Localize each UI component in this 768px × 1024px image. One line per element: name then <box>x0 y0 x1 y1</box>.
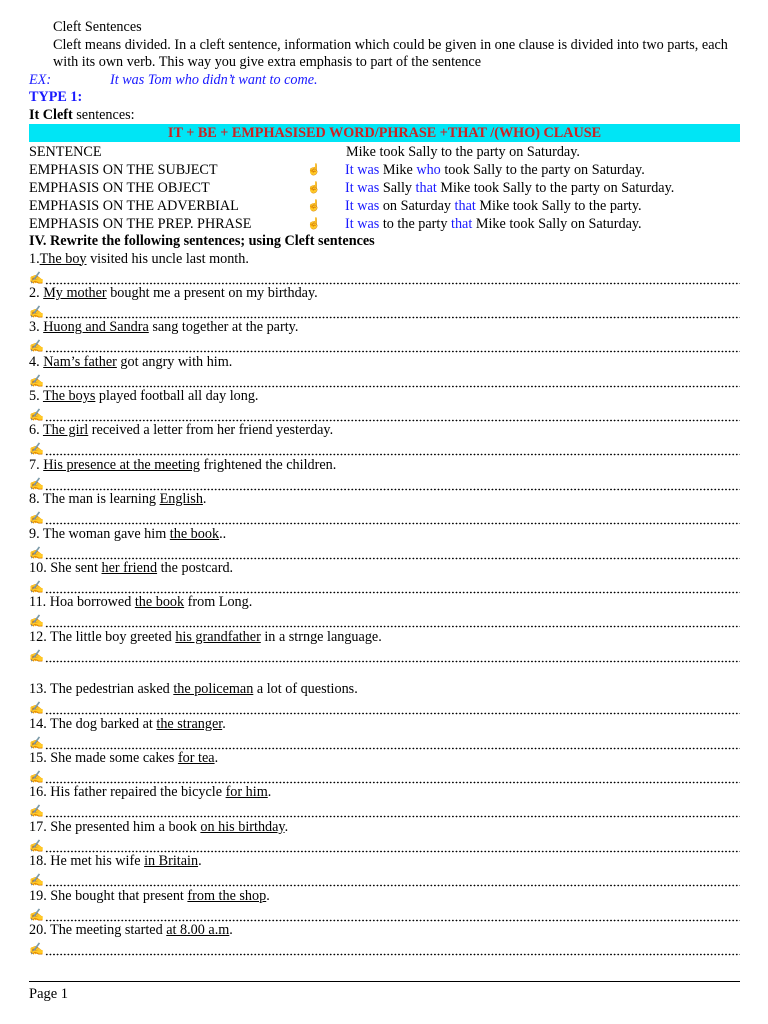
dotted-answer-blank[interactable] <box>45 273 740 285</box>
dotted-answer-blank[interactable] <box>45 479 740 491</box>
answer-line[interactable] <box>29 268 740 285</box>
dotted-answer-blank[interactable] <box>45 410 740 422</box>
example-row-label: EMPHASIS ON THE SUBJECT <box>29 162 218 178</box>
pencil-hand-icon: ✍ <box>29 769 44 784</box>
it-cleft-rest: sentences: <box>72 106 135 123</box>
exercise-sentence: 18. He met his wife in Britain. <box>29 853 202 870</box>
exercise-sentence: 7. His presence at the meeting frightened the children. <box>29 456 337 473</box>
dotted-answer-blank[interactable] <box>45 841 740 853</box>
answer-line[interactable] <box>29 439 740 456</box>
pencil-hand-icon: ✍ <box>29 408 44 423</box>
underlined-phrase: for him <box>225 784 268 801</box>
spacer <box>29 663 740 681</box>
exercise-sentence: 15. She made some cakes for tea. <box>29 749 219 766</box>
pointing-hand-icon: ☝ <box>307 164 321 176</box>
underlined-phrase: The boys <box>42 388 96 405</box>
pencil-hand-icon: ✍ <box>29 804 44 819</box>
exercise-heading: IV. Rewrite the following sentences; using Cleft sentences <box>29 233 375 249</box>
dotted-answer-blank[interactable] <box>45 875 740 887</box>
pointing-hand-icon: ☝ <box>307 218 321 230</box>
dotted-answer-blank[interactable] <box>45 582 740 594</box>
answer-line[interactable] <box>29 733 740 750</box>
exercise-sentence: 9. The woman gave him the book.. <box>29 525 227 542</box>
underlined-phrase: English <box>159 491 203 508</box>
exercise-list <box>29 251 740 957</box>
dotted-answer-blank[interactable] <box>45 616 740 628</box>
dotted-answer-blank[interactable] <box>45 548 740 560</box>
exercise-sentence: 19. She bought that present from the shop. <box>29 887 270 904</box>
underlined-phrase: The boy <box>39 250 87 267</box>
exercise-item <box>29 629 740 663</box>
exercise-sentence: 11. Hoa borrowed the book from Long. <box>29 594 253 611</box>
pencil-hand-icon: ✍ <box>29 304 44 319</box>
dotted-answer-blank[interactable] <box>45 944 740 956</box>
exercise-item <box>29 853 740 887</box>
exercise-item <box>29 251 740 285</box>
exercise-item <box>29 491 740 525</box>
exercise-item <box>29 422 740 456</box>
dotted-answer-blank[interactable] <box>45 806 740 818</box>
answer-line[interactable] <box>29 543 740 560</box>
it-cleft-heading <box>29 107 740 125</box>
exercise-item <box>29 819 740 853</box>
example-row-label: EMPHASIS ON THE OBJECT <box>29 180 210 196</box>
pencil-hand-icon: ✍ <box>29 580 44 595</box>
underlined-phrase: at 8.00 a.m <box>166 921 230 938</box>
underlined-phrase: Nam’s father <box>43 353 117 370</box>
dotted-answer-blank[interactable] <box>45 376 740 388</box>
exercise-item <box>29 784 740 818</box>
page-title: Cleft Sentences <box>53 19 142 35</box>
type-heading: TYPE 1: <box>29 89 83 105</box>
answer-line[interactable] <box>29 336 740 353</box>
answer-line[interactable] <box>29 836 740 853</box>
dotted-answer-blank[interactable] <box>45 651 740 663</box>
pencil-hand-icon: ✍ <box>29 735 44 750</box>
pencil-hand-icon: ✍ <box>29 907 44 922</box>
dotted-answer-blank[interactable] <box>45 444 740 456</box>
pencil-hand-icon: ✍ <box>29 648 44 663</box>
example-row-label: EMPHASIS ON THE PREP. PHRASE <box>29 216 252 232</box>
underlined-phrase: the book <box>169 525 220 542</box>
underlined-phrase: Huong and Sandra <box>43 319 149 336</box>
pointing-hand-icon: ☝ <box>307 200 321 212</box>
answer-line[interactable] <box>29 767 740 784</box>
underlined-phrase: the book <box>134 594 185 611</box>
example-row-label: SENTENCE <box>29 144 102 160</box>
answer-line[interactable] <box>29 508 740 525</box>
answer-line[interactable] <box>29 405 740 422</box>
answer-line[interactable] <box>29 474 740 491</box>
example-row <box>29 179 740 197</box>
exercise-item <box>29 922 740 956</box>
exercise-item <box>29 526 740 560</box>
underlined-phrase: The girl <box>42 422 89 439</box>
dotted-answer-blank[interactable] <box>45 772 740 784</box>
example-line <box>29 72 740 90</box>
exercise-sentence: 12. The little boy greeted his grandfather in a strnge language. <box>29 628 382 645</box>
page-footer <box>29 981 740 1003</box>
exercise-item <box>29 750 740 784</box>
underlined-phrase: for tea <box>177 749 215 766</box>
answer-line[interactable] <box>29 646 740 663</box>
pencil-hand-icon: ✍ <box>29 941 44 956</box>
pencil-hand-icon: ✍ <box>29 442 44 457</box>
exercise-item <box>29 594 740 628</box>
exercise-sentence: 17. She presented him a book on his birthday. <box>29 818 289 835</box>
exercise-item <box>29 681 740 715</box>
exercise-sentence: 16. His father repaired the bicycle for him. <box>29 784 272 801</box>
page-number: Page 1 <box>29 986 69 1002</box>
example-row-sentence: It was Mike who took Sally to the party on Saturday. <box>345 162 645 178</box>
exercise-item <box>29 319 740 353</box>
answer-line[interactable] <box>29 302 740 319</box>
exercise-sentence: 3. Huong and Sandra sang together at the party. <box>29 319 299 336</box>
answer-line[interactable] <box>29 698 740 715</box>
pencil-hand-icon: ✍ <box>29 545 44 560</box>
pencil-hand-icon: ✍ <box>29 270 44 285</box>
answer-line[interactable] <box>29 939 740 956</box>
pencil-hand-icon: ✍ <box>29 873 44 888</box>
worksheet <box>29 19 740 956</box>
exercise-item <box>29 354 740 388</box>
example-row-sentence: It was to the party that Mike took Sally on Saturday. <box>345 216 642 232</box>
example-table <box>29 143 740 233</box>
underlined-phrase: on his birthday <box>200 818 285 835</box>
exercise-sentence: 4. Nam’s father got angry with him. <box>29 353 233 370</box>
exercise-sentence: 6. The girl received a letter from her friend yesterday. <box>29 422 334 439</box>
pencil-hand-icon: ✍ <box>29 373 44 388</box>
exercise-sentence: 8. The man is learning English. <box>29 491 207 508</box>
underlined-phrase: the policeman <box>173 681 254 698</box>
exercise-sentence: 13. The pedestrian asked the policeman a lot of questions. <box>29 681 358 698</box>
dotted-answer-blank[interactable] <box>45 738 740 750</box>
pencil-hand-icon: ✍ <box>29 476 44 491</box>
example-row <box>29 215 740 233</box>
example-row <box>29 197 740 215</box>
pencil-hand-icon: ✍ <box>29 511 44 526</box>
example-row <box>29 143 740 161</box>
underlined-phrase: the stranger <box>156 715 223 732</box>
answer-line[interactable] <box>29 611 740 628</box>
example-row <box>29 161 740 179</box>
underlined-phrase: from the shop <box>187 887 267 904</box>
exercise-sentence: 10. She sent her friend the postcard. <box>29 560 234 577</box>
exercise-sentence: 5. The boys played football all day long. <box>29 388 259 405</box>
intro-paragraph: Cleft means divided. In a cleft sentence, information which could be given in one clause is divided into two parts, each with its own verb. This way you give extra emphasis to part of the sentence <box>53 36 728 70</box>
example-row-sentence: It was Sally that Mike took Sally to the party on Saturday. <box>345 180 675 196</box>
exercise-item <box>29 716 740 750</box>
answer-line[interactable] <box>29 371 740 388</box>
exercise-sentence: 20. The meeting started at 8.00 a.m. <box>29 921 233 938</box>
example-row-label: EMPHASIS ON THE ADVERBIAL <box>29 198 239 214</box>
pencil-hand-icon: ✍ <box>29 701 44 716</box>
it-cleft-bold: It Cleft <box>29 106 73 123</box>
example-text: It was Tom who didn’t want to come. <box>110 71 318 88</box>
underlined-phrase: His presence at the meeting <box>43 456 200 473</box>
exercise-sentence: 14. The dog barked at the stranger. <box>29 715 226 732</box>
example-row-sentence: Mike took Sally to the party on Saturday. <box>346 144 580 160</box>
underlined-phrase: his grandfather <box>175 628 261 645</box>
example-row-sentence: It was on Saturday that Mike took Sally to the party. <box>345 198 642 214</box>
dotted-answer-blank[interactable] <box>45 703 740 715</box>
exercise-item <box>29 560 740 594</box>
dotted-answer-blank[interactable] <box>45 307 740 319</box>
underlined-phrase: My mother <box>43 284 107 301</box>
answer-line[interactable] <box>29 801 740 818</box>
exercise-item <box>29 888 740 922</box>
underlined-phrase: in Britain <box>144 853 199 870</box>
answer-line[interactable] <box>29 870 740 887</box>
dotted-answer-blank[interactable] <box>45 910 740 922</box>
formula-banner: IT + BE + EMPHASISED WORD/PHRASE +THAT /(WHO) CLAUSE <box>29 124 740 142</box>
dotted-answer-blank[interactable] <box>45 513 740 525</box>
exercise-item <box>29 285 740 319</box>
exercise-item <box>29 388 740 422</box>
answer-line[interactable] <box>29 577 740 594</box>
pointing-hand-icon: ☝ <box>307 182 321 194</box>
exercise-sentence: 2. My mother bought me a present on my birthday. <box>29 284 318 301</box>
pencil-hand-icon: ✍ <box>29 838 44 853</box>
pencil-hand-icon: ✍ <box>29 339 44 354</box>
exercise-item <box>29 457 740 491</box>
example-label: EX: <box>29 71 52 88</box>
dotted-answer-blank[interactable] <box>45 341 740 353</box>
underlined-phrase: her friend <box>101 560 158 577</box>
answer-line[interactable] <box>29 905 740 922</box>
exercise-sentence: 1.The boy visited his uncle last month. <box>29 250 249 267</box>
pencil-hand-icon: ✍ <box>29 614 44 629</box>
